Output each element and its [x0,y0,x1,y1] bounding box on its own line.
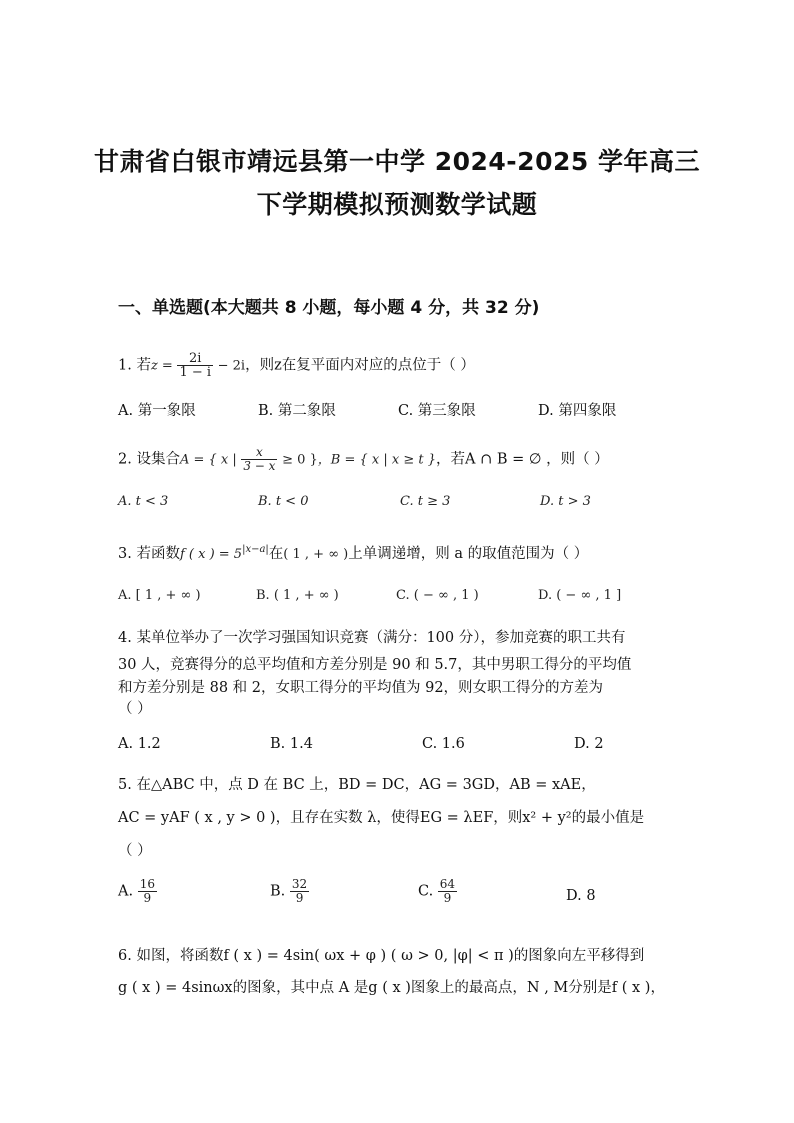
option-d: D. 第四象限 [538,403,617,419]
option-d: D. t > 3 [540,494,591,509]
section-heading: 一、单选题(本大题共 8 小题，每小题 4 分，共 32 分) [118,298,540,318]
math-exponent: |x−a| [242,544,269,556]
option-c [418,878,457,905]
option-c: C. 1.6 [422,736,465,752]
option-a: A. 第一象限 [118,403,196,419]
question-4-line-4: （ ） [118,701,152,717]
question-number: 2. 设集合 [118,451,180,468]
fraction-numerator: 32 [291,877,308,891]
math-expression: f ( x ) = 5 [179,547,243,562]
fraction-numerator: 2i [177,352,213,366]
question-4-line-2: 30 人，竞赛得分的总平均值和方差分别是 90 和 5.7，其中男职工得分的平均值 [118,657,632,673]
math-expression: z = [150,358,173,374]
fraction [290,878,309,905]
option-c: C. 第三象限 [398,403,476,419]
option-a: A. t < 3 [118,494,169,509]
option-d: D. 2 [574,736,604,752]
math-expression: − 2i [217,358,246,374]
question-5-line-3: （ ） [118,843,152,859]
fraction-denominator: 1 − i [179,365,212,380]
question-2 [118,446,609,473]
question-text: ，若A ∩ B = ∅ ，则（ ） [435,451,609,468]
option-b: B. t < 0 [258,494,309,509]
exam-title-line-2: 下学期模拟预测数学试题 [256,190,538,219]
option-b: B. 1.4 [270,736,313,752]
fraction-numerator: 64 [439,877,456,891]
question-text: 上单调递增，则 a 的取值范围为（ ） [348,546,589,562]
question-number: 1. 若 [118,357,151,374]
fraction [177,352,213,379]
option-c: C. t ≥ 3 [400,494,451,509]
fraction-denominator: 9 [138,891,157,905]
question-number: 3. 若函数 [118,546,180,562]
option-c: C. ( − ∞ , 1 ) [396,588,479,603]
fraction-denominator: 9 [290,891,309,905]
question-3 [118,542,588,563]
exam-title-line-1: 甘肃省白银市靖远县第一中学 2024-2025 学年高三 [94,147,700,176]
question-4-line-3: 和方差分别是 88 和 2，女职工得分的平均值为 92，则女职工得分的方差为 [118,680,604,696]
option-b: B. ( 1 , + ∞ ) [256,588,339,603]
option-a: A. [ 1 , + ∞ ) [118,588,201,603]
option-d: D. 8 [566,888,596,904]
question-5-line-1: 5. 在△ABC 中，点 D 在 BC 上，BD = DC，AG = 3GD，AB = xAE， [118,777,596,793]
option-a [118,878,157,905]
question-6-line-1: 6. 如图，将函数f ( x ) = 4sin( ωx + φ ) ( ω > 0, |φ| < π )的图象向左平移得到 [118,948,645,964]
option-b [270,878,309,905]
option-d: D. ( − ∞ , 1 ] [538,588,622,603]
math-expression: A = { x | [179,452,237,468]
math-expression: ，B = { x | x ≥ t } [317,452,436,468]
fraction-denominator: 9 [438,891,457,905]
math-expression: ( 1 , + ∞ ) [283,547,349,562]
question-5-line-2: AC = yAF ( x , y > 0 )，且存在实数 λ，使得EG = λEF，则x² + y²的最小值是 [118,810,645,826]
fraction [138,878,157,905]
math-expression: ≥ 0 } [282,452,318,468]
fraction-denominator: 3 − x [243,459,276,473]
question-text: ，则z在复平面内对应的点位于（ ） [245,357,475,374]
option-label: B. [270,883,286,900]
question-4-line-1: 4. 某单位举办了一次学习强国知识竞赛（满分：100 分），参加竞赛的职工共有 [118,630,626,646]
fraction-numerator: 16 [139,877,155,891]
option-label: A. [118,883,134,900]
question-1 [118,352,475,379]
fraction [438,878,457,905]
fraction [241,446,277,473]
option-b: B. 第二象限 [258,403,336,419]
option-label: C. [418,883,434,900]
question-text: 在 [268,546,284,562]
fraction-numerator: x [241,446,277,460]
question-6-line-2: g ( x ) = 4sinωx的图象，其中点 A 是g ( x )图象上的最高点，N , M分别是f ( x )， [118,980,665,996]
option-a: A. 1.2 [118,736,161,752]
